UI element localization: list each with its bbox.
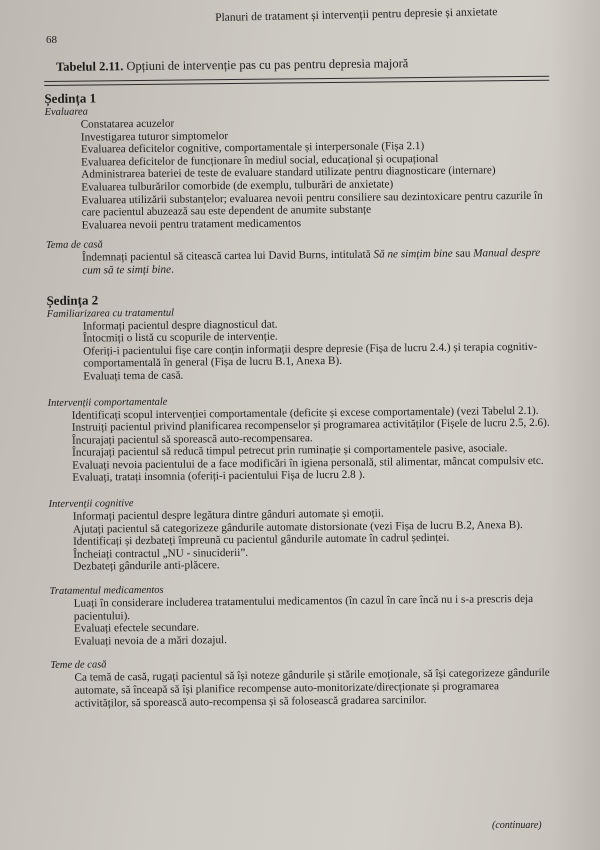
list-item: Evaluarea tulburărilor comorbide (de exemplu, tulburări de anxietate) xyxy=(81,178,394,194)
table-content xyxy=(44,55,556,710)
list-item xyxy=(46,247,551,277)
list-item: Investigarea tuturor simptomelor xyxy=(80,129,229,144)
list-item: Încheiați contractul „NU - sinuciderii”. xyxy=(73,546,249,561)
list-item: Ajutați pacientul să categorizeze gândurile automate distorsionate (vezi Fișa de lucru B.2, Anexa B). xyxy=(72,518,523,536)
list-item: Întocmiți o listă cu scopurile de intervenție. xyxy=(82,330,278,345)
list-item: Administrarea bateriei de teste de evaluare standard utilizate pentru diagnosticare (internare) xyxy=(81,164,496,181)
list-item: Constatarea acuzelor xyxy=(80,117,175,131)
item-text: . xyxy=(171,263,174,276)
list-item: Evaluați efectele secundare. xyxy=(73,621,200,635)
list-item: Dezbateți gândurile anti-plăcere. xyxy=(73,559,220,574)
list-item: Identificați scopul intervenției comportamentale (deficite și excese comportamentale) (vezi Tabelul 2.1). xyxy=(71,404,539,422)
list-item: Evaluați nevoia pacientului de a face modificări în igiena personală, stil alimentar, mâncat compulsiv etc. xyxy=(72,454,544,472)
group-familiarization xyxy=(47,303,553,383)
running-head: Planuri de tratament și intervenții pentru depresie și anxietate xyxy=(215,6,498,24)
list-item: Evaluați tema de casă. xyxy=(83,369,184,383)
item-list xyxy=(45,114,551,233)
item-list xyxy=(50,593,555,649)
session-heading: Ședința 1 xyxy=(44,90,97,106)
book-title: Manual despre cum să te simți bine xyxy=(82,247,541,277)
list-item: Oferiți-i pacientului fișe care conțin informații despre depresie (Fișa de lucru 2.4.) și terapia cognitiv-comportamentală în general (Fișa de lucru B.1, Anexa B). xyxy=(82,340,538,370)
list-item: Informați pacientul despre legătura dintre gânduri automate și emoții. xyxy=(72,507,384,523)
group-behavioral xyxy=(48,392,554,485)
list-item: Evaluați, tratați insomnia (oferiți-i pacientului Fișa de lucru 2.8 ). xyxy=(72,469,366,485)
item-list xyxy=(49,506,555,574)
group-subheading: Intervenții cognitive xyxy=(48,498,134,511)
table-label: Tabelul 2.11. xyxy=(55,59,124,74)
list-item: Evaluarea deficitelor de funcționare în mediul social, educațional și ocupațional xyxy=(81,152,439,169)
group-homework-1 xyxy=(46,235,551,277)
list-item: Încurajați pacientul să reducă timpul petrecut prin ruminație și comportamentele pasive, asociale. xyxy=(72,442,508,460)
list-item: Evaluarea deficitelor cognitive, comportamentale și interpersonale (Fișa 2.1) xyxy=(80,140,425,156)
item-list xyxy=(46,247,551,277)
table-title xyxy=(56,55,549,79)
group-homework-2 xyxy=(50,655,555,710)
page-shadow xyxy=(550,0,600,850)
item-list xyxy=(48,404,554,485)
group-subheading: Tema de casă xyxy=(45,239,103,252)
group-subheading: Evaluarea xyxy=(44,106,88,118)
list-item: Informați pacientul despre diagnosticul dat. xyxy=(82,318,278,333)
page-number: 68 xyxy=(46,34,57,46)
list-item: Identificați și dezbateți împreună cu pacientul gândurile automate în cadrul ședinței. xyxy=(72,532,450,548)
session-2 xyxy=(46,288,555,710)
list-item: Evaluați nevoia de a mări dozajul. xyxy=(74,633,227,648)
list-item: Încurajați pacientul să sporească auto-recompensarea. xyxy=(71,431,313,447)
group-subheading: Teme de casă xyxy=(50,659,107,672)
item-text: Îndemnați pacientul să citească cartea lui David Burns, intitulată xyxy=(82,248,374,264)
item-list xyxy=(47,315,553,383)
continued-note: (continuare) xyxy=(492,820,542,831)
book-title: Să ne simțim bine xyxy=(373,248,453,261)
group-medication xyxy=(50,581,556,649)
group-subheading: Tratamentul medicamentos xyxy=(49,584,164,598)
list-item: Evaluarea utilizării substanțelor; evaluarea nevoii pentru consiliere sau dezintoxicare pentru cazurile în care pacientul abuzează sau este dependent de anumite substanțe xyxy=(81,189,543,219)
list-item: Luați în considerare includerea tratamentului medicamentos (în cazul în care încă nu i s-a prescris deja pacientului). xyxy=(73,592,534,623)
item-list xyxy=(50,667,555,710)
item-text: sau xyxy=(452,247,474,261)
group-evaluation xyxy=(44,102,550,233)
list-item: Instruiți pacientul privind planificarea recompenselor și programarea activităților (Fișele de lucru 2.5, 2.6). xyxy=(71,416,550,434)
table-title-text: Opțiuni de intervenție pas cu pas pentru depresia majoră xyxy=(126,56,409,74)
group-subheading: Intervenții comportamentale xyxy=(47,396,168,409)
session-1 xyxy=(44,87,551,278)
list-item: Ca temă de casă, rugați pacientul să își noteze gândurile și stările emoționale, să își categorizeze gândurile automate, să înceapă să își planifice recompense auto-monitorizate/direcționate și programarea activităților, să sporească auto-recompensa și să folosească gradarea sarcinilor. xyxy=(74,667,550,710)
group-cognitive xyxy=(49,494,555,574)
list-item: Evaluarea nevoii pentru tratament medicamentos xyxy=(81,217,302,232)
session-heading: Ședința 2 xyxy=(46,291,99,308)
group-subheading: Familiarizarea cu tratamentul xyxy=(46,307,175,320)
